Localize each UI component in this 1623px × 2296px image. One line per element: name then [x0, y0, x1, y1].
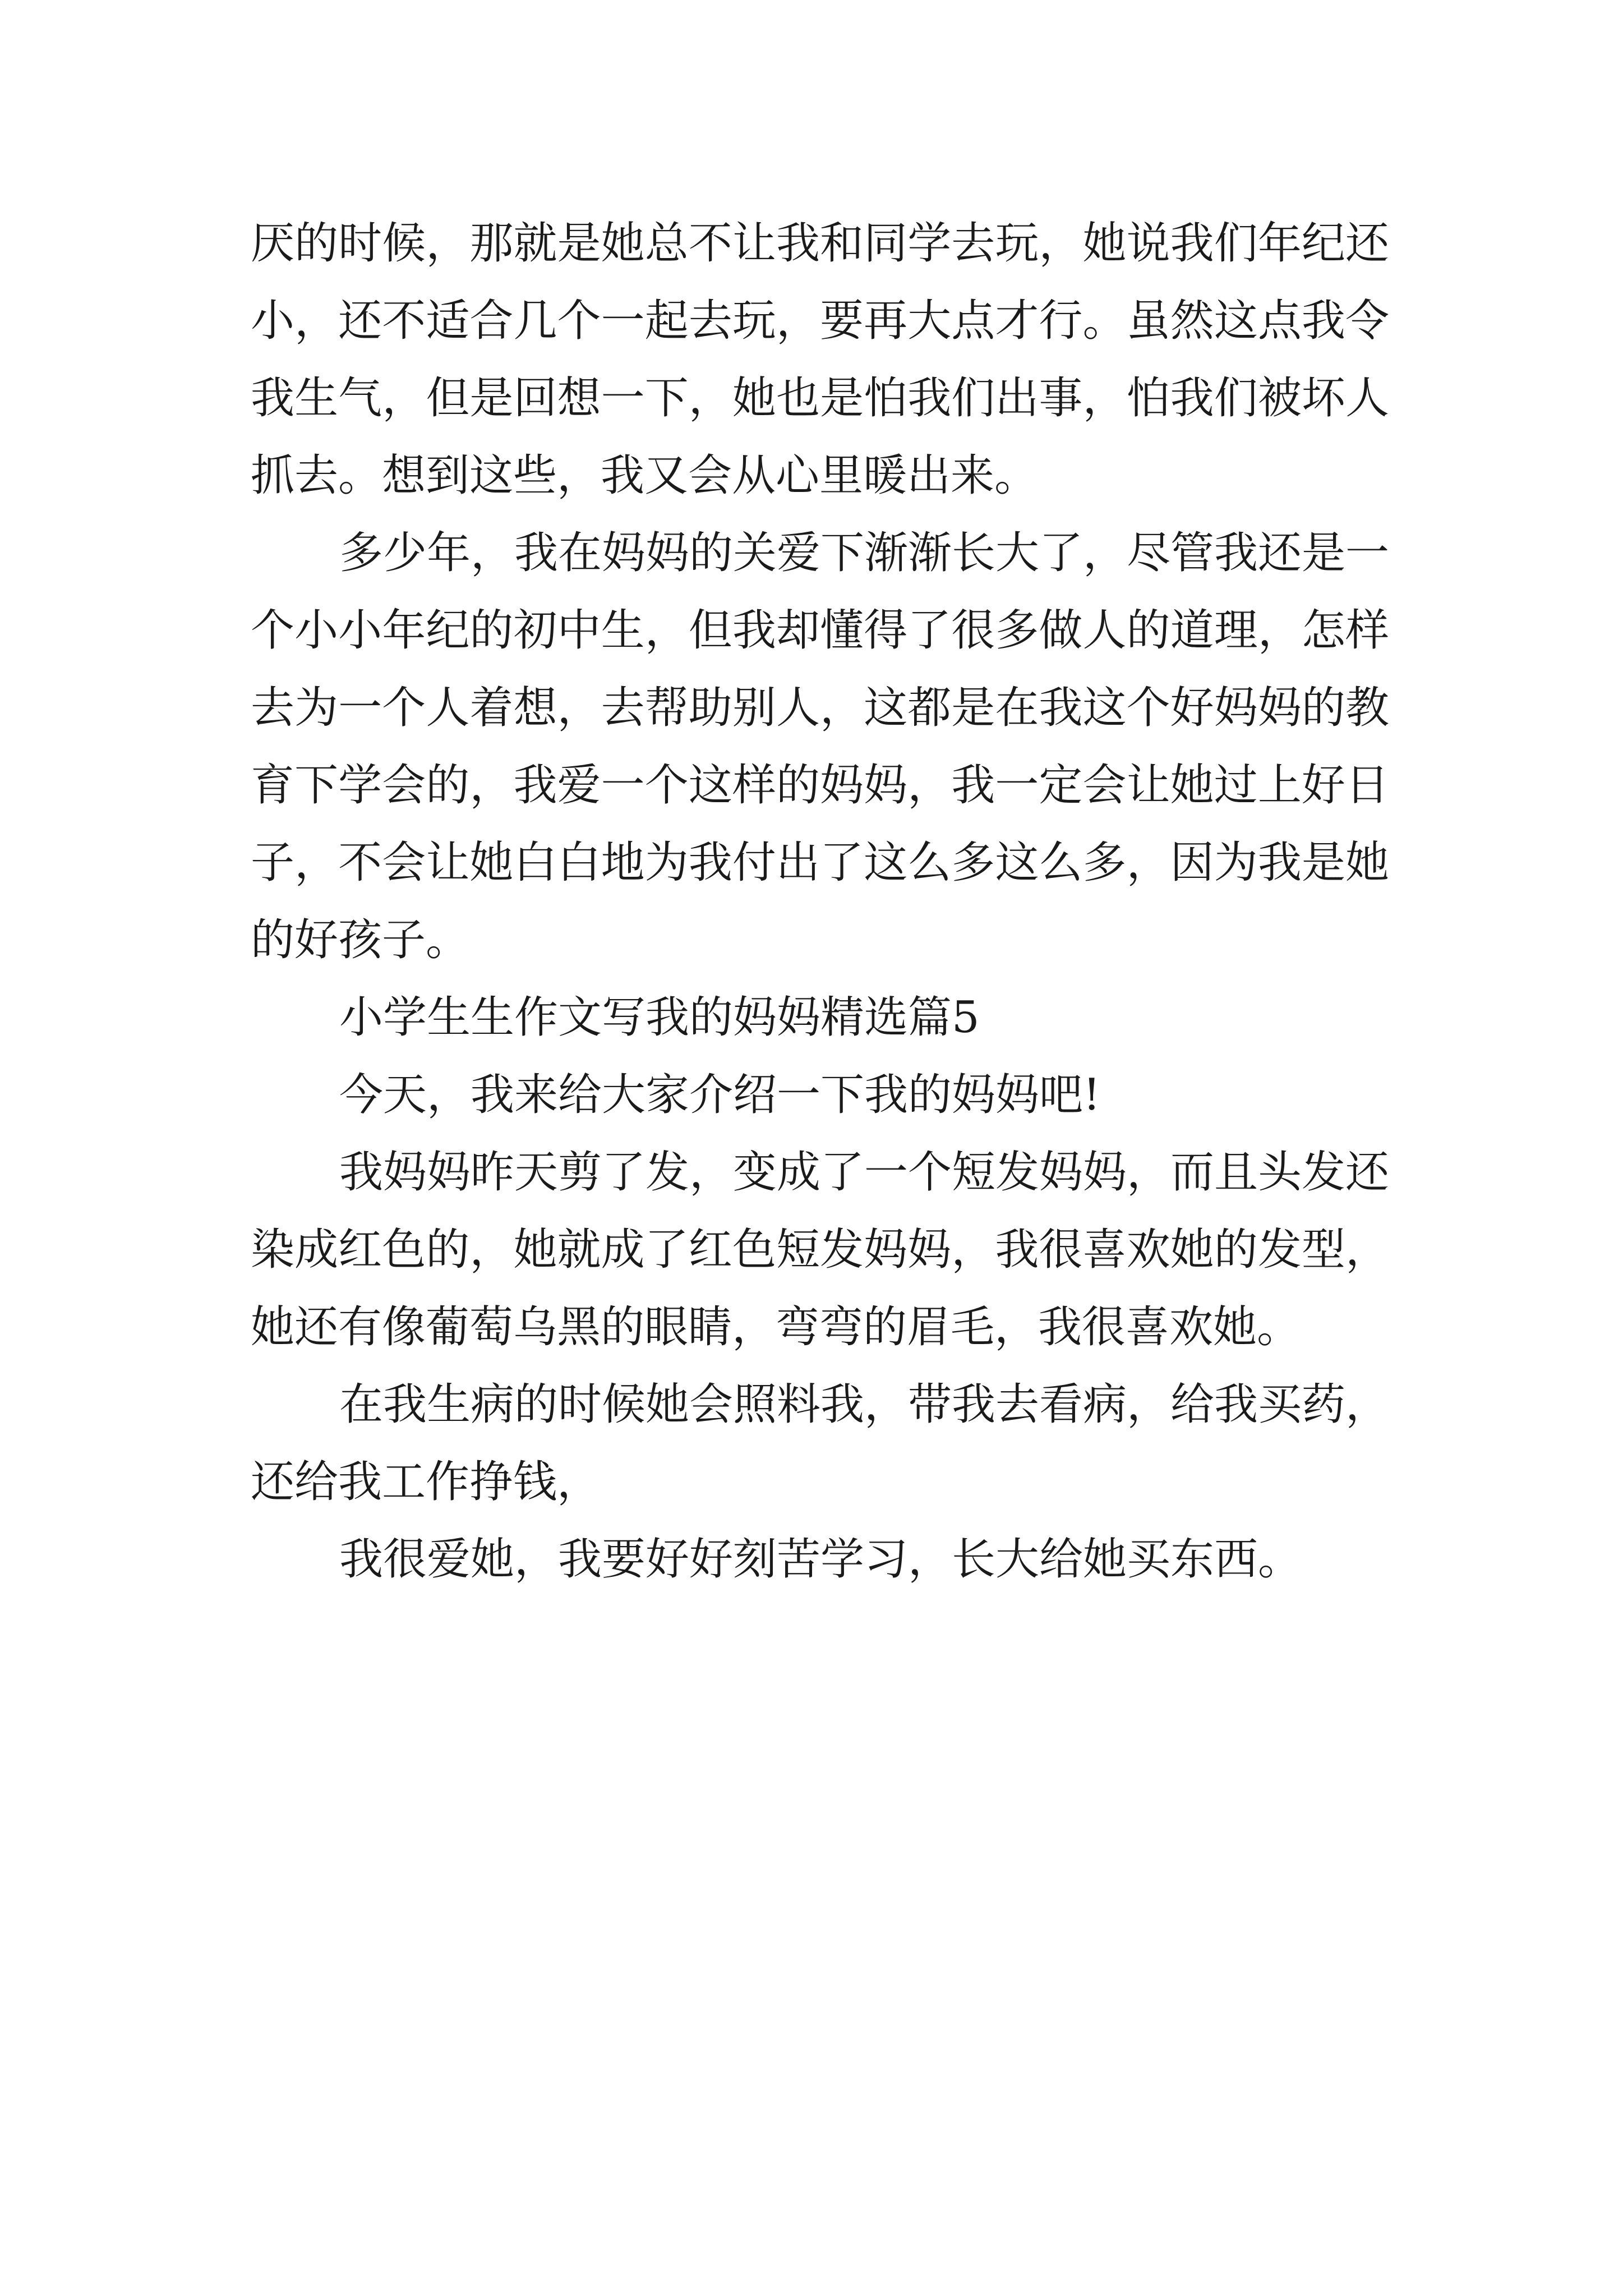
paragraph [251, 514, 1389, 979]
section-heading [251, 979, 1389, 1056]
paragraph-line: 在我生病的时候她会照料我，带我去看病，给我买药， [339, 1379, 1389, 1430]
paragraph [251, 1056, 1389, 1134]
paragraph [251, 1366, 1389, 1521]
paragraph-line: 厌的时候，那就是她总不让我和同学去玩，她说我们年纪还 [251, 218, 1389, 269]
paragraph-line: 多少年，我在妈妈的关爱下渐渐长大了，尽管我还是一 [339, 528, 1389, 578]
paragraph-line: 她还有像葡萄乌黑的眼睛，弯弯的眉毛，我很喜欢她。 [251, 1302, 1301, 1352]
paragraph-line: 小，还不适合几个一起去玩，要再大点才行。虽然这点我令 [251, 296, 1389, 346]
paragraph [251, 1521, 1389, 1598]
paragraph-line: 我生气，但是回想一下，她也是怕我们出事，怕我们被坏人 [251, 373, 1389, 424]
paragraph-line: 的好孩子。 [251, 915, 470, 965]
paragraph-line: 子，不会让她白白地为我付出了这么多这么多，因为我是她 [251, 838, 1389, 888]
paragraph-line: 我妈妈昨天剪了发，变成了一个短发妈妈，而且头发还 [339, 1147, 1389, 1198]
paragraph-line: 抓去。想到这些，我又会从心里暖出来。 [251, 450, 1039, 501]
paragraph-line: 个小小年纪的初中生，但我却懂得了很多做人的道理，怎样 [251, 605, 1389, 656]
paragraph-line: 还给我工作挣钱， [251, 1457, 601, 1507]
paragraph-line: 今天，我来给大家介绍一下我的妈妈吧! [339, 1070, 1101, 1120]
document-body [251, 205, 1389, 1598]
paragraph-line: 染成红色的，她就成了红色短发妈妈，我很喜欢她的发型， [251, 1225, 1389, 1275]
paragraph-line: 去为一个人着想，去帮助别人，这都是在我这个好妈妈的教 [251, 683, 1389, 733]
section-heading-text: 小学生生作文写我的妈妈精选篇5 [339, 992, 980, 1043]
paragraph [251, 1134, 1389, 1366]
paragraph-line: 我很爱她，我要好好刻苦学习，长大给她买东西。 [339, 1534, 1302, 1585]
paragraph [251, 205, 1389, 514]
paragraph-line: 育下学会的，我爱一个这样的妈妈，我一定会让她过上好日 [251, 760, 1389, 811]
